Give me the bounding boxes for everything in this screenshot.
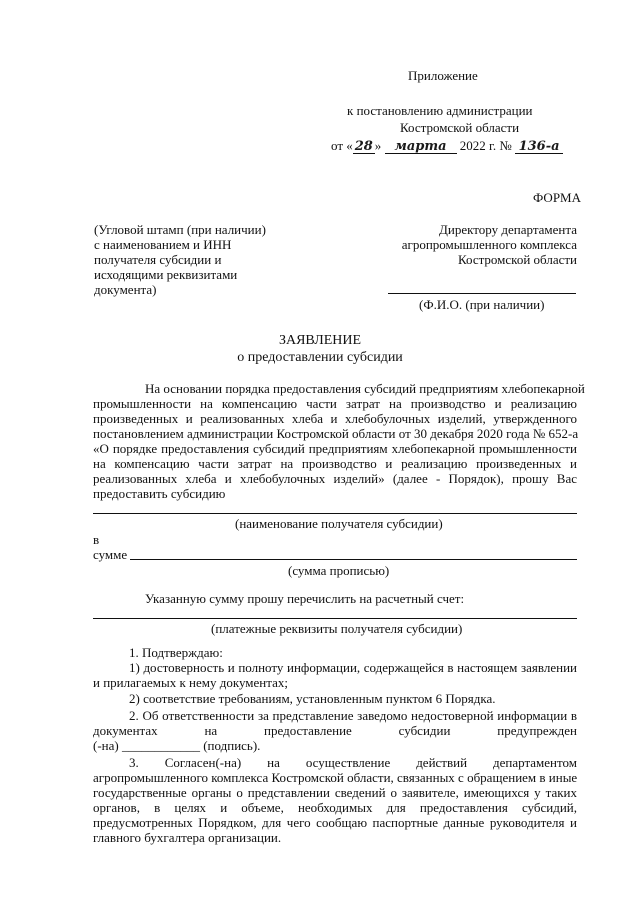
intro-line: произведенных и реализованных хлеба и хлебобулочных изделий, утвержденного: [93, 411, 577, 426]
stamp-line: получателя субсидии и: [94, 252, 222, 267]
addressee-line: Костромской области: [457, 252, 577, 267]
confirm-item-3: 3. Согласен(-на) на осуществление действий департаментом: [129, 755, 577, 770]
account-caption: (платежные реквизиты получателя субсидии): [211, 621, 463, 636]
stamp-line: с наименованием и ИНН: [94, 237, 232, 252]
fio-underline: [388, 293, 576, 294]
confirm-item-1-1-cont: и прилагаемых к нему документах;: [93, 675, 288, 690]
stamp-line: исходящими реквизитами: [94, 267, 238, 282]
confirm-item-1-1: 1) достоверность и полноту информации, содержащейся в настоящем заявлении: [129, 660, 577, 675]
intro-line: На основании порядка предоставления субсидий предприятиям хлебопекарной: [145, 381, 585, 396]
document-subtitle: о предоставлении субсидии: [237, 350, 403, 365]
sum-caption: (сумма прописью): [288, 563, 390, 578]
date-day-handwritten: 28: [354, 139, 373, 154]
intro-line: предоставить субсидию: [93, 486, 226, 501]
recipient-caption: (наименование получателя субсидии): [235, 516, 443, 531]
recipient-field-line: [93, 513, 577, 514]
intro-line: реализованных хлеба и хлебобулочных изделий» (далее - Порядок), прошу Вас: [93, 471, 577, 486]
confirm-item-2-cont: документах на предоставление субсидии предупрежден: [93, 723, 577, 738]
confirm-item-1-2: 2) соответствие требованиям, установленным пунктом 6 Порядка.: [129, 691, 496, 706]
sum-label: сумме: [93, 547, 128, 562]
corner-stamp-note: [94, 222, 266, 297]
resolution-line-1: к постановлению администрации: [347, 103, 533, 118]
intro-line: «О порядке предоставления субсидий предприятиям хлебопекарной промышленности: [93, 441, 577, 456]
fio-caption: (Ф.И.О. (при наличии): [419, 297, 545, 312]
date-year: 2022 г. №: [459, 138, 512, 153]
intro-line: на компенсацию части затрат на производство и реализацию произведенных и: [93, 456, 577, 471]
account-text: Указанную сумму прошу перечислить на расчетный счет:: [145, 591, 465, 606]
stamp-line: документа): [94, 282, 157, 297]
confirm-item-3-cont: предусмотренных Порядком, для чего сообщаю паспортные данные руководителя и: [93, 815, 577, 830]
document-title: ЗАЯВЛЕНИЕ: [278, 333, 362, 348]
confirm-item-2: 2. Об ответственности за представление заведомо недостоверной информации в: [129, 708, 577, 723]
confirm-item-3-cont: органов, в целях и объеме, необходимых для предоставления субсидий,: [93, 800, 577, 815]
in-label: в: [93, 532, 100, 547]
stamp-line: (Угловой штамп (при наличии): [94, 222, 266, 237]
confirm-item-3-cont: агропромышленного комплекса Костромской области, связанных с обращением в иные: [93, 770, 578, 785]
confirm-item-2-signature: (-на) ____________ (подпись).: [93, 738, 261, 753]
addressee-block: [402, 222, 577, 267]
form-label: ФОРМА: [533, 190, 581, 205]
account-field-line: [93, 618, 577, 619]
date-month-handwritten: марта: [385, 140, 457, 154]
resolution-date: [331, 138, 563, 154]
document-number-handwritten: 136-а: [515, 140, 563, 154]
appendix-title: Приложение: [408, 68, 478, 83]
confirm-item-3-cont: государственные органы о представлении сведений о заявителе, имеющихся у таких: [93, 785, 577, 800]
confirm-item-1: 1. Подтверждаю:: [129, 645, 223, 660]
sum-field-line: [130, 559, 577, 560]
intro-line: постановлением администрации Костромской области от 30 декабря 2020 года № 652-а: [93, 426, 579, 441]
intro-line: промышленности на компенсацию части затрат на производство и реализацию: [93, 396, 577, 411]
date-prefix: от «: [331, 138, 353, 153]
addressee-line: агропромышленного комплекса: [401, 237, 577, 252]
date-mid: »: [374, 138, 382, 153]
resolution-line-2: Костромской области: [400, 120, 520, 135]
addressee-line: Директору департамента: [439, 222, 577, 237]
confirm-item-3-cont: главного бухгалтера организации.: [93, 830, 282, 845]
